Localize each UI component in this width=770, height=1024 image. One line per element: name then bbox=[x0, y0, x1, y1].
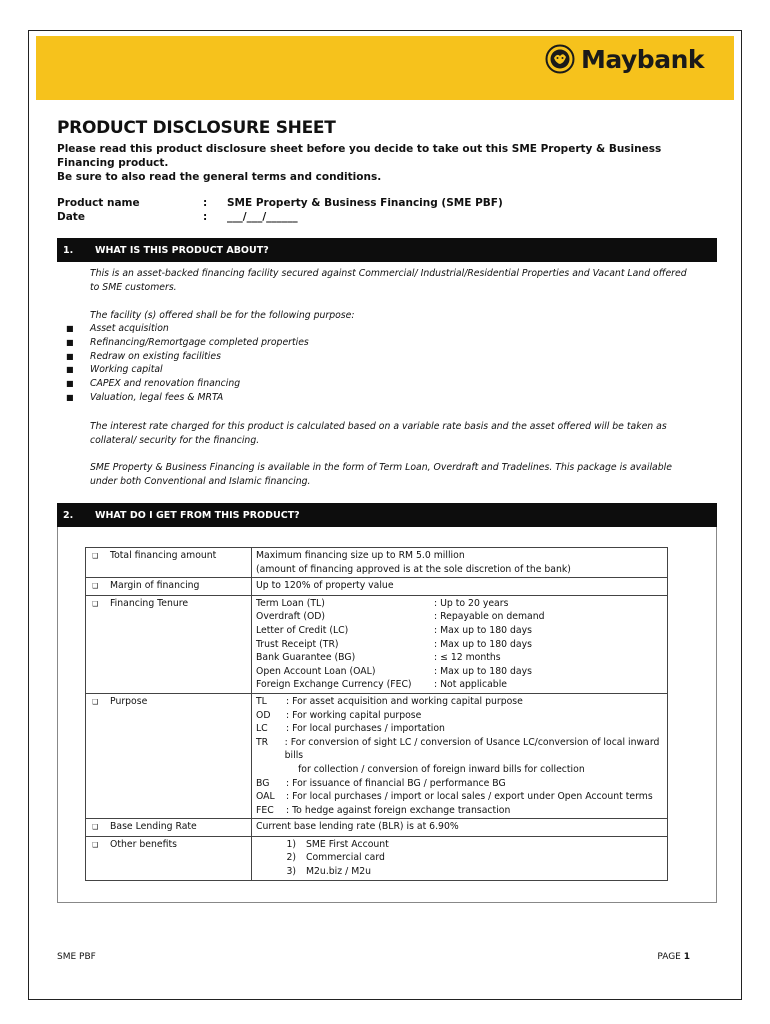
table-row bbox=[86, 595, 668, 693]
row-value bbox=[252, 548, 668, 578]
checkbox-bullet-icon: ❑ bbox=[92, 552, 99, 560]
list-item-text: Valuation, legal fees & MRTA bbox=[90, 391, 224, 403]
benefit-item bbox=[256, 851, 663, 865]
row-value: Current base lending rate (BLR) is at 6.90% bbox=[252, 819, 668, 837]
tiger-emblem-icon bbox=[545, 44, 575, 74]
meta-label: Product name bbox=[57, 197, 140, 209]
benefit-item bbox=[256, 838, 663, 852]
section-1-para: The facility (s) offered shall be for the following purpose: bbox=[90, 310, 355, 321]
footer-page-number bbox=[657, 952, 690, 962]
label-text: Other benefits bbox=[110, 838, 177, 850]
date-value: ___/___/______ bbox=[227, 211, 298, 223]
table-row bbox=[86, 693, 668, 818]
intro-text bbox=[57, 142, 717, 184]
purpose-line bbox=[256, 777, 663, 791]
purpose-key: FEC bbox=[256, 804, 274, 816]
page-label: PAGE bbox=[657, 952, 681, 962]
benefit-item bbox=[256, 865, 663, 879]
meta-label: Date bbox=[57, 211, 85, 223]
row-label bbox=[86, 578, 252, 596]
list-item bbox=[66, 363, 309, 377]
purpose-line bbox=[256, 709, 663, 723]
table-row bbox=[86, 578, 668, 596]
section-number: 2. bbox=[63, 509, 74, 521]
purpose-line bbox=[256, 763, 663, 777]
tenure-value: : ≤ 12 months bbox=[434, 652, 501, 664]
purpose-key bbox=[256, 763, 286, 777]
tenure-line bbox=[256, 678, 663, 692]
value-line: (amount of financing approved is at the sole discretion of the bank) bbox=[256, 563, 571, 575]
bullet-icon: ■ bbox=[66, 351, 74, 361]
benefit-text: SME First Account bbox=[306, 838, 389, 850]
benefit-number: 3) bbox=[286, 866, 296, 878]
document-title: PRODUCT DISCLOSURE SHEET bbox=[57, 118, 336, 138]
tenure-key: Bank Guarantee (BG) bbox=[256, 652, 356, 664]
checkbox-bullet-icon: ❑ bbox=[92, 823, 99, 832]
label-text: Margin of financing bbox=[110, 580, 200, 592]
tenure-line bbox=[256, 651, 663, 665]
section-heading: WHAT DO I GET FROM THIS PRODUCT? bbox=[95, 509, 300, 521]
purpose-key: LC bbox=[256, 723, 268, 735]
tenure-value: : Max up to 180 days bbox=[434, 624, 532, 636]
purpose-line bbox=[256, 722, 663, 736]
list-item-text: Asset acquisition bbox=[90, 323, 169, 334]
section-1-para: This is an asset-backed financing facility secured against Commercial/ Industrial/Residential Properties and Vacant Land offered to SME customers. bbox=[90, 268, 687, 293]
bullet-icon: ■ bbox=[66, 392, 74, 402]
section-number: 1. bbox=[63, 244, 74, 256]
benefit-number: 1) bbox=[286, 838, 296, 850]
purpose-line bbox=[256, 736, 663, 763]
row-label bbox=[86, 595, 252, 693]
bullet-icon: ■ bbox=[66, 337, 74, 347]
list-item bbox=[66, 322, 309, 336]
section-1-header bbox=[57, 238, 717, 262]
section-heading: WHAT IS THIS PRODUCT ABOUT? bbox=[95, 244, 269, 256]
purpose-value: : To hedge against foreign exchange transaction bbox=[286, 804, 511, 816]
tenure-key: Open Account Loan (OAL) bbox=[256, 665, 376, 677]
purpose-value: : For local purchases / import or local sales / export under Open Account terms bbox=[286, 791, 653, 803]
table-row bbox=[86, 819, 668, 837]
checkbox-bullet-icon: ❑ bbox=[92, 582, 99, 591]
checkbox-bullet-icon: ❑ bbox=[92, 840, 99, 849]
list-item-text: CAPEX and renovation financing bbox=[90, 378, 241, 390]
intro-line: Please read this product disclosure sheet before you decide to take out this SME Property & Business Financing product. bbox=[57, 143, 662, 169]
bullet-icon: ■ bbox=[66, 379, 74, 389]
tenure-line bbox=[256, 610, 663, 624]
purpose-value: : For asset acquisition and working capital purpose bbox=[286, 695, 523, 707]
label-text: Base Lending Rate bbox=[110, 821, 197, 833]
label-text: Purpose bbox=[110, 695, 148, 707]
purpose-key: TR bbox=[256, 736, 269, 748]
label-text: Total financing amount bbox=[110, 550, 217, 561]
section-2-header bbox=[57, 503, 717, 527]
section-1-para: SME Property & Business Financing is available in the form of Term Loan, Overdraft and Tradelines. This package is available under both Conventional and Islamic financing. bbox=[90, 462, 672, 487]
purpose-key: OAL bbox=[256, 791, 275, 803]
tenure-line bbox=[256, 597, 663, 611]
tenure-line bbox=[256, 624, 663, 638]
purpose-bullet-list bbox=[66, 322, 309, 405]
benefit-text: M2u.biz / M2u bbox=[306, 866, 372, 878]
bullet-icon: ■ bbox=[66, 324, 74, 333]
benefits-table bbox=[85, 547, 668, 881]
list-item-text: Redraw on existing facilities bbox=[90, 350, 221, 362]
tenure-value: : Up to 20 years bbox=[434, 597, 509, 609]
list-item bbox=[66, 377, 309, 391]
list-item-text: Refinancing/Remortgage completed properties bbox=[90, 336, 309, 348]
row-label bbox=[86, 836, 252, 880]
meta-colon: : bbox=[203, 197, 208, 209]
purpose-line bbox=[256, 790, 663, 804]
tenure-line bbox=[256, 638, 663, 652]
tenure-key: Letter of Credit (LC) bbox=[256, 624, 349, 636]
tenure-value: : Not applicable bbox=[434, 679, 508, 691]
intro-line: Be sure to also read the general terms and conditions. bbox=[57, 171, 382, 183]
footer-doc-code: SME PBF bbox=[57, 952, 96, 962]
row-label bbox=[86, 819, 252, 837]
tenure-value: : Max up to 180 days bbox=[434, 638, 532, 650]
section-1-para: The interest rate charged for this product is calculated based on a variable rate basis and the asset offered will be taken as collateral/ security for the financing. bbox=[90, 421, 667, 446]
row-value: Up to 120% of property value bbox=[252, 578, 668, 596]
row-value bbox=[252, 836, 668, 880]
list-item-text: Working capital bbox=[90, 364, 163, 376]
row-value bbox=[252, 693, 668, 818]
row-value bbox=[252, 595, 668, 693]
value-line: Maximum financing size up to RM 5.0 million bbox=[256, 550, 465, 561]
purpose-value: : For working capital purpose bbox=[286, 709, 422, 721]
benefit-text: Commercial card bbox=[306, 852, 385, 864]
tenure-key: Trust Receipt (TR) bbox=[256, 638, 339, 650]
checkbox-bullet-icon: ❑ bbox=[92, 697, 99, 706]
bullet-icon: ■ bbox=[66, 365, 74, 375]
product-meta bbox=[57, 196, 503, 224]
purpose-key: BG bbox=[256, 777, 270, 789]
product-name-value: SME Property & Business Financing (SME PBF) bbox=[227, 197, 503, 209]
list-item bbox=[66, 350, 309, 364]
purpose-key: OD bbox=[256, 709, 271, 721]
brand-name: Maybank bbox=[581, 44, 704, 74]
row-label bbox=[86, 693, 252, 818]
page-number: 1 bbox=[683, 952, 690, 962]
brand-logo bbox=[545, 44, 704, 74]
purpose-line bbox=[256, 804, 663, 818]
purpose-key: TL bbox=[256, 695, 267, 707]
benefit-number: 2) bbox=[286, 852, 296, 864]
tenure-value: : Repayable on demand bbox=[434, 611, 545, 623]
tenure-key: Term Loan (TL) bbox=[256, 597, 325, 609]
row-label bbox=[86, 548, 252, 578]
purpose-value: : For local purchases / importation bbox=[286, 723, 445, 735]
tenure-key: Foreign Exchange Currency (FEC) bbox=[256, 679, 412, 691]
list-item bbox=[66, 336, 309, 350]
tenure-key: Overdraft (OD) bbox=[256, 611, 326, 623]
label-text: Financing Tenure bbox=[110, 597, 189, 609]
tenure-line bbox=[256, 665, 663, 679]
tenure-value: : Max up to 180 days bbox=[434, 665, 532, 677]
purpose-line bbox=[256, 695, 663, 709]
meta-colon: : bbox=[203, 211, 208, 223]
table-row bbox=[86, 836, 668, 880]
purpose-value: : For issuance of financial BG / performance BG bbox=[286, 777, 506, 789]
list-item bbox=[66, 391, 309, 405]
checkbox-bullet-icon: ❑ bbox=[92, 599, 99, 608]
table-row bbox=[86, 548, 668, 578]
purpose-value: for collection / conversion of foreign inward bills for collection bbox=[298, 763, 585, 775]
purpose-value: : For conversion of sight LC / conversion of Usance LC/conversion of local inward bills bbox=[284, 736, 660, 762]
